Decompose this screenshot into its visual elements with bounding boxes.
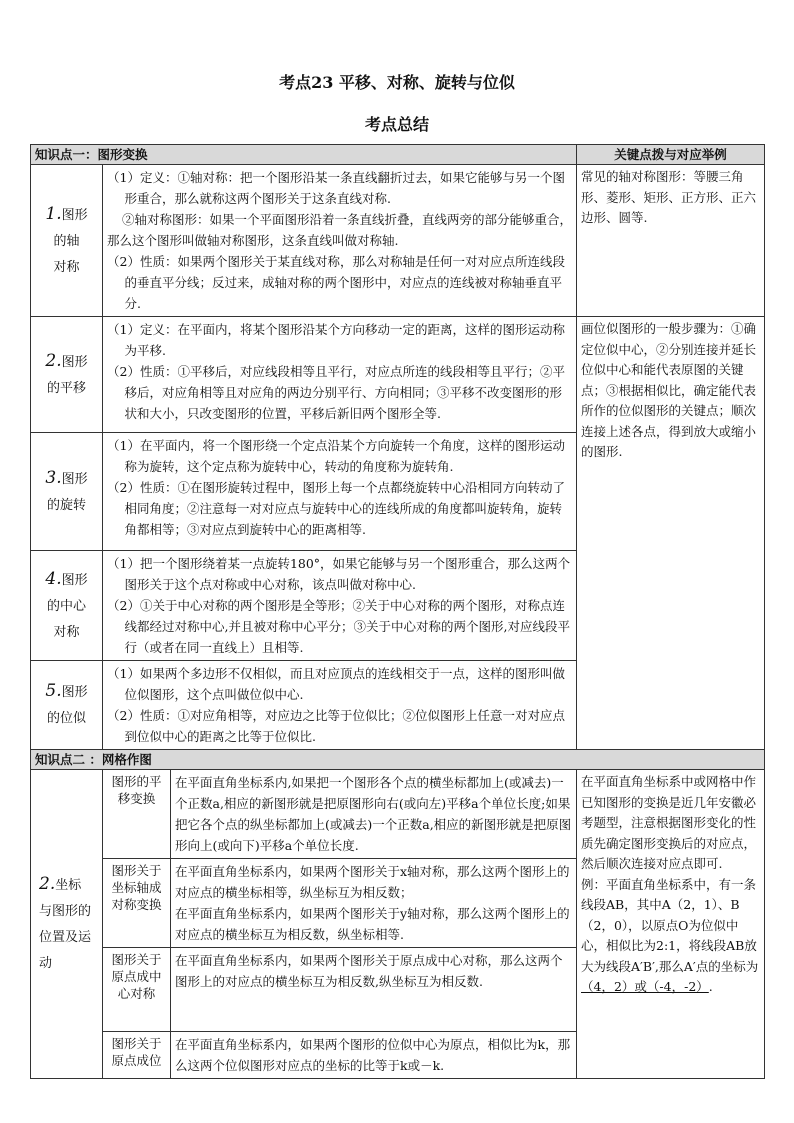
content-axis-symmetry: 在平面直角坐标系内，如果两个图形关于x轴对称，那么这两个图形上的对应点的横坐标相等，纵坐标互为相反数； 在平面直角坐标系内，如果两个图形关于y轴对称，那么这两个图形上的对应点的横坐标互为相反数，纵坐标相等. <box>171 859 577 948</box>
label-coordinates: 2.坐标 与图形的 位置及运 动 <box>31 770 103 1079</box>
content-origin-symmetry: 在平面直角坐标系内，如果两个图形关于原点成中心对称，那么这两个图形上的对应点的横坐标互为相反数,纵坐标互为相反数. <box>171 948 577 1032</box>
side-axial-symmetry: 常见的轴对称图形：等腰三角形、菱形、矩形、正方形、正六边形、圆等. <box>577 165 765 317</box>
section2-header-row <box>31 750 765 770</box>
row-translation <box>31 317 765 433</box>
label-central-symmetry: 4.图形 的中心 对称 <box>31 551 103 661</box>
example-answer: （4，2）或（-4，-2） <box>581 979 709 994</box>
section2-header: 知识点二 ：网格作图 <box>31 750 765 770</box>
row-axial-symmetry <box>31 165 765 317</box>
sublabel-translation: 图形的平移变换 <box>103 770 171 859</box>
content-origin-homothety: 在平面直角坐标系内，如果两个图形的位似中心为原点，相似比为k，那么这两个位似图形对应点的坐标的比等于k或－k. <box>171 1032 577 1079</box>
content-rotation: （1）在平面内，将一个图形绕一个定点沿某个方向旋转一个角度，这样的图形运动称为旋转，这个定点称为旋转中心，转动的角度称为旋转角. （2）性质：①在图形旋转过程中，图形上每一个点都绕旋转中心沿相同方向转动了相同角度；②注意每一对对应点与旋转中心的连线所成的角度都叫旋转角，旋转角都相等；③对应点到旋转中心的距离相等. <box>103 433 577 551</box>
sublabel-origin-homothety: 图形关于原点成位 <box>103 1032 171 1079</box>
side-grid-note: 在平面直角坐标系中或网格中作已知图形的变换是近几年安徽必考题型，注意根据图形变化的性质先确定图形变换后的对应点，然后顺次连接对应点即可. 例：平面直角坐标系中，有一条线段AB，其中A（2，1）、B（2，0），以原点O为位似中心，相似比为2:1，将线段AB放大为线段A′B′,那么A′点的坐标为（4，2）或（-4，-2）. <box>577 770 765 1079</box>
page-title: 考点23 平移、对称、旋转与位似 <box>279 73 515 92</box>
label-homothety: 5.图形 的位似 <box>31 661 103 750</box>
section1-header-row <box>31 145 765 165</box>
page-subtitle: 考点总结 <box>364 115 429 134</box>
content-grid-translation: 在平面直角坐标系内,如果把一个图形各个点的横坐标都加上(或减去)一个正数a,相应的新图形就是把原图形向右(或向左)平移a个单位长度;如果把它各个点的纵坐标都加上(或减去)一个正数a,相应的新图形就是把原图形向上(或向下)平移a个单位长度. <box>171 770 577 859</box>
section1-header: 知识点一：图形变换 <box>31 145 577 165</box>
knowledge-table <box>30 144 765 1079</box>
content-central-symmetry: （1）把一个图形绕着某一点旋转180°，如果它能够与另一个图形重合，那么这两个图形关于这个点对称或中心对称，该点叫做对称中心. （2）①关于中心对称的两个图形是全等形；②关于中心对称的两个图形，对称点连线都经过对称中心,并且被对称中心平分；③关于中心对称的两个图形,对应线段平行（或者在同一直线上）且相等. <box>103 551 577 661</box>
content-homothety: （1）如果两个多边形不仅相似，而且对应顶点的连线相交于一点，这样的图形叫做位似图形，这个点叫做位似中心. （2）性质：①对应角相等，对应边之比等于位似比；②位似图形上任意一对对应点到位似中心的距离之比等于位似比. <box>103 661 577 750</box>
label-rotation: 3.图形 的旋转 <box>31 433 103 551</box>
content-translation: （1）定义：在平面内，将某个图形沿某个方向移动一定的距离，这样的图形运动称为平移. （2）性质：①平移后，对应线段相等且平行，对应点所连的线段相等且平行；②平移后，对应角相等且对应角的两边分别平行、方向相同；③平移不改变图形的形状和大小，只改变图形的位置，平移后新旧两个图形全等. <box>103 317 577 433</box>
row-grid-translation <box>31 770 765 859</box>
label-translation: 2.图形 的平移 <box>31 317 103 433</box>
sublabel-axis-symmetry: 图形关于坐标轴成对称变换 <box>103 859 171 948</box>
content-axial-symmetry: （1）定义：①轴对称：把一个图形沿某一条直线翻折过去，如果它能够与另一个图形重合，那么就称这两个图形关于这条直线对称. ②轴对称图形：如果一个平面图形沿着一条直线折叠，直线两旁的部分能够重合，那么这个图形叫做轴对称图形，这条直线叫做对称轴. （2）性质：如果两个图形关于某直线对称，那么对称轴是任何一对对应点所连线段的垂直平分线；反过来，成轴对称的两个图形中，对应点的连线被对称轴垂直平分. <box>103 165 577 317</box>
side-homothety-steps: 画位似图形的一般步骤为：①确定位似中心，②分别连接并延长位似中心和能代表原图的关键点；③根据相似比，确定能代表所作的位似图形的关键点；顺次连接上述各点，得到放大或缩小的图形. <box>577 317 765 750</box>
side-header: 关键点拨与对应举例 <box>577 145 765 165</box>
label-axial-symmetry: 1.图形 的轴 对称 <box>31 165 103 317</box>
sublabel-origin-symmetry: 图形关于原点成中心对称 <box>103 948 171 1032</box>
example-text: 例：平面直角坐标系中，有一条线段AB，其中A（2，1）、B（2，0），以原点O为位似中心，相似比为2:1，将线段AB放大为线段A′B′,那么A′点的坐标为（4，2）或（-4，-2）. <box>581 876 759 994</box>
